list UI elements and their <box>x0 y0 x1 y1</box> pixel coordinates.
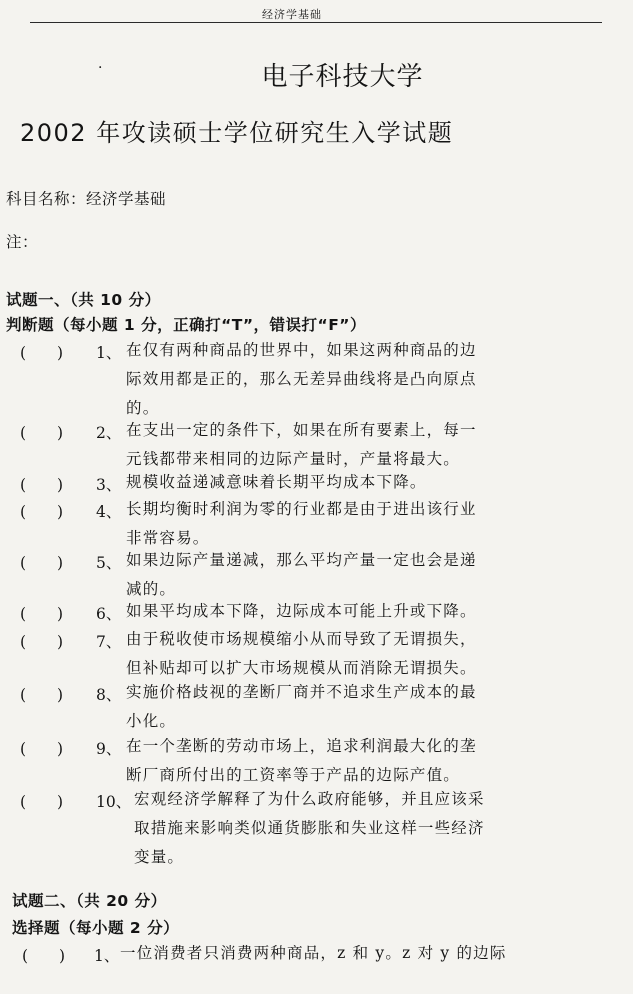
answer-blank: ( ) <box>20 503 64 521</box>
answer-blank: ( ) <box>20 633 64 651</box>
question-text: 在支出一定的条件下，如果在所有要素上，每一 元钱都带来相同的边际产量时，产量将最大。 <box>126 421 477 468</box>
question-number: 1、 <box>94 947 120 965</box>
question-number: 9、 <box>96 740 122 758</box>
note-label: 注： <box>6 233 39 251</box>
question-number: 7、 <box>96 633 122 651</box>
answer-blank: ( ) <box>20 476 64 494</box>
question-number: 3、 <box>96 476 122 494</box>
question-number: 5、 <box>96 554 122 572</box>
university-name: 电子科技大学 <box>261 62 424 92</box>
question-text: 规模收益递减意味着长期平均成本下降。 <box>126 473 427 491</box>
running-header: 经济学基础 <box>262 8 322 21</box>
question-text: 实施价格歧视的垄断厂商并不追求生产成本的最 小化。 <box>126 683 477 730</box>
question-text: 由于税收使市场规模缩小从而导致了无谓损失， 但补贴却可以扩大市场规模从而消除无谓损失。 <box>126 630 477 677</box>
answer-blank: ( ) <box>20 793 64 811</box>
question-number: 4、 <box>96 503 122 521</box>
question-text: 如果平均成本下降，边际成本可能上升或下降。 <box>126 602 477 620</box>
question-text: 长期均衡时利润为零的行业都是由于进出该行业 非常容易。 <box>126 500 477 547</box>
question-text: 如果边际产量递减，那么平均产量一定也会是递 减的。 <box>126 551 477 598</box>
section1-title: 试题一、（共 10 分） <box>6 291 161 309</box>
question-number: 6、 <box>96 605 122 623</box>
header-rule <box>30 22 602 23</box>
question-text: 一位消费者只消费两种商品，z 和 y。z 对 y 的边际 <box>120 944 507 962</box>
answer-blank: ( ) <box>20 686 64 704</box>
subject-line <box>6 187 166 209</box>
answer-blank: ( ) <box>20 554 64 572</box>
question-text: 在一个垄断的劳动市场上，追求利润最大化的垄 断厂商所付出的工资率等于产品的边际产值。 <box>126 737 477 784</box>
section1-instruction: 判断题（每小题 1 分，正确打“T”，错误打“F”） <box>6 316 366 334</box>
stray-mark: · <box>98 60 103 76</box>
question-number: 8、 <box>96 686 122 704</box>
question-number: 10、 <box>96 793 132 811</box>
question-text: 宏观经济学解释了为什么政府能够，并且应该采 取措施来影响类似通货膨胀和失业这样一些经济 变量。 <box>134 790 485 866</box>
question-number: 1、 <box>96 344 122 362</box>
subject-label: 科目名称： <box>6 190 87 208</box>
answer-blank: ( ) <box>22 947 66 965</box>
answer-blank: ( ) <box>20 605 64 623</box>
answer-blank: ( ) <box>20 344 64 362</box>
question-text: 在仅有两种商品的世界中，如果这两种商品的边 际效用都是正的，那么无差异曲线将是凸向原点 的。 <box>126 341 477 417</box>
subject-value: 经济学基础 <box>86 190 167 208</box>
answer-blank: ( ) <box>20 740 64 758</box>
section2-title: 试题二、（共 20 分） <box>12 892 167 910</box>
question-number: 2、 <box>96 424 122 442</box>
answer-blank: ( ) <box>20 424 64 442</box>
exam-title: 2002 年攻读硕士学位研究生入学试题 <box>20 119 454 147</box>
section2-instruction: 选择题（每小题 2 分） <box>12 919 180 937</box>
